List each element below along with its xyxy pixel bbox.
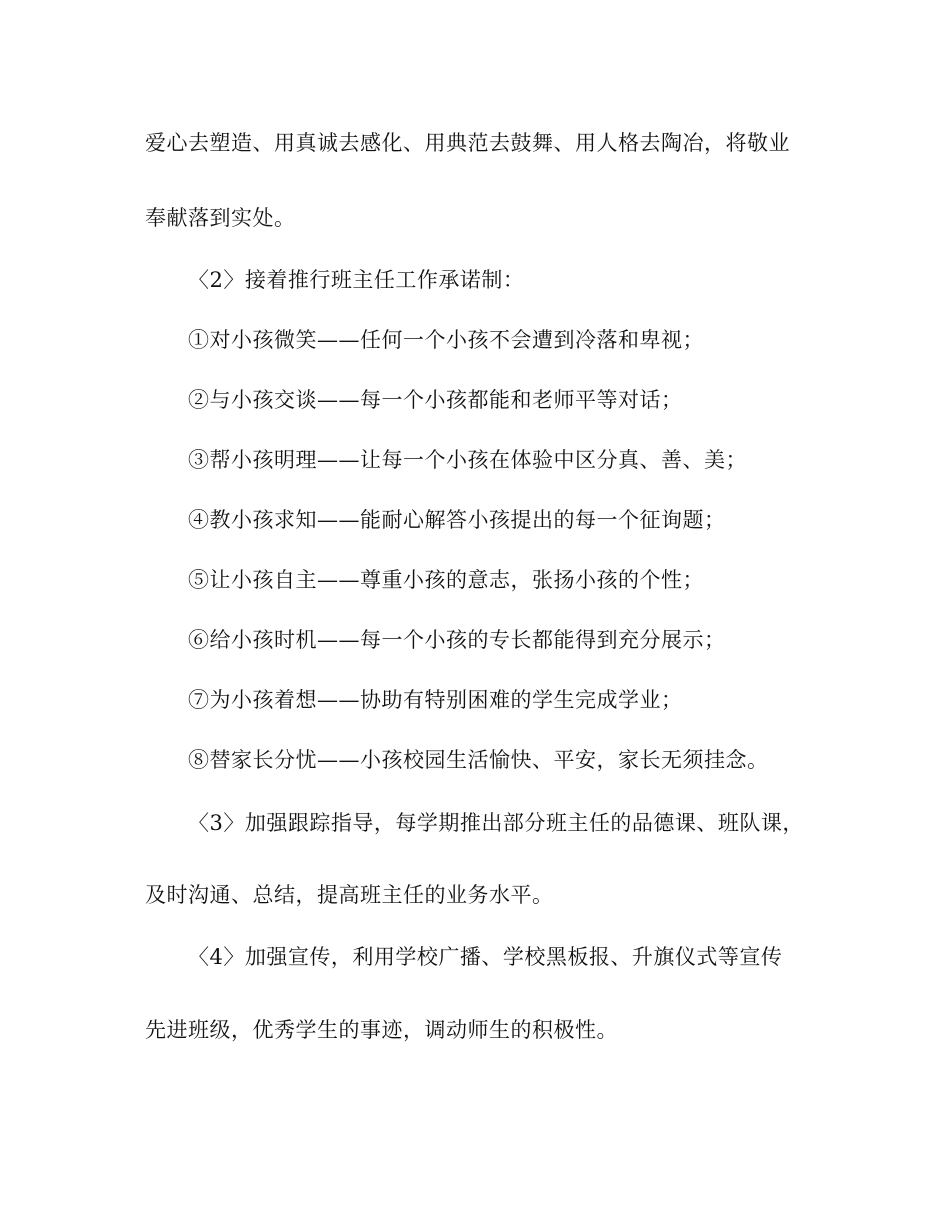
list-item-3: ③帮小孩明理——让每一个小孩在体验中区分真、善、美； — [188, 448, 747, 472]
section-heading-2: 〈2〉接着推行班主任工作承诺制： — [188, 268, 525, 292]
list-item-8: ⑧替家长分忧——小孩校园生活愉快、平安，家长无须挂念。 — [188, 748, 769, 772]
list-item-4: ④教小孩求知——能耐心解答小孩提出的每一个征询题； — [188, 508, 726, 532]
paragraph-line: 奉献落到实处。 — [145, 206, 296, 230]
list-item-5: ⑤让小孩自主——尊重小孩的意志，张扬小孩的个性； — [188, 568, 704, 592]
section-heading-4: 〈4〉加强宣传，利用学校广播、学校黑板报、升旗仪式等宣传 — [188, 945, 783, 969]
paragraph-line: 及时沟通、总结，提高班主任的业务水平。 — [145, 883, 554, 907]
list-item-7: ⑦为小孩着想——协助有特别困难的学生完成学业； — [188, 688, 683, 712]
list-item-6: ⑥给小孩时机——每一个小孩的专长都能得到充分展示； — [188, 628, 726, 652]
section-heading-3: 〈3〉加强跟踪指导，每学期推出部分班主任的品德课、班队课， — [188, 811, 804, 835]
paragraph-line: 爱心去塑造、用真诚去感化、用典范去鼓舞、用人格去陶冶，将敬业 — [145, 131, 790, 155]
list-item-1: ①对小孩微笑——任何一个小孩不会遭到冷落和卑视； — [188, 328, 704, 352]
paragraph-line: 先进班级，优秀学生的事迹，调动师生的积极性。 — [145, 1018, 618, 1042]
list-item-2: ②与小孩交谈——每一个小孩都能和老师平等对话； — [188, 388, 683, 412]
